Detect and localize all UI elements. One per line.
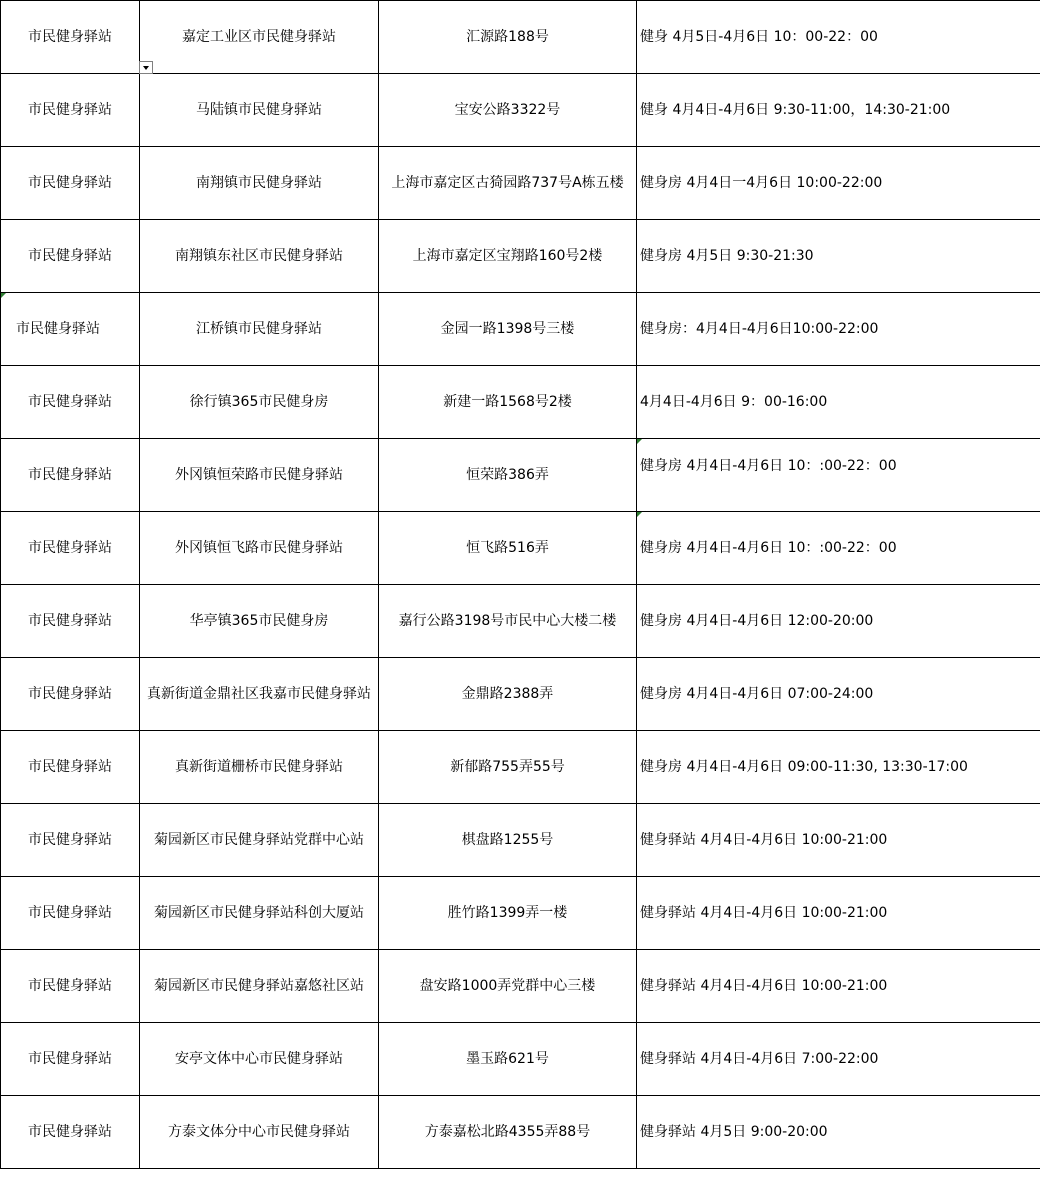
comment-marker-icon (637, 512, 642, 517)
table-row (1, 1, 1040, 74)
cell-text: 市民健身驿站 (28, 685, 112, 702)
cell-text: 市民健身驿站 (28, 247, 112, 264)
type-cell[interactable] (1, 293, 140, 366)
name-cell[interactable] (140, 1, 379, 74)
type-cell[interactable] (1, 877, 140, 950)
cell-text: 市民健身驿站 (28, 28, 112, 45)
hours-cell[interactable] (637, 658, 1040, 731)
type-cell[interactable] (1, 512, 140, 585)
type-cell[interactable] (1, 220, 140, 293)
name-cell[interactable] (140, 293, 379, 366)
cell-text: 健身 4月4日-4月6日 9:30-11:00，14:30-21:00 (640, 101, 951, 118)
table-row (1, 366, 1040, 439)
cell-text: 徐行镇365市民健身房 (189, 393, 329, 410)
name-cell[interactable] (140, 877, 379, 950)
address-cell[interactable] (379, 1023, 637, 1096)
cell-text: 上海市嘉定区古猗园路737号A栋五楼 (391, 174, 624, 191)
cell-text: 市民健身驿站 (28, 539, 112, 556)
name-cell[interactable] (140, 950, 379, 1023)
type-cell[interactable] (1, 804, 140, 877)
name-cell[interactable] (140, 1096, 379, 1169)
cell-text: 市民健身驿站 (16, 320, 100, 337)
name-cell[interactable] (140, 731, 379, 804)
hours-cell[interactable] (637, 1096, 1040, 1169)
chevron-down-icon (143, 66, 149, 70)
cell-text: 菊园新区市民健身驿站科创大厦站 (154, 904, 364, 921)
address-cell[interactable] (379, 877, 637, 950)
address-cell[interactable] (379, 585, 637, 658)
cell-text: 真新街道栅桥市民健身驿站 (175, 758, 343, 775)
type-cell[interactable] (1, 1096, 140, 1169)
name-cell[interactable] (140, 658, 379, 731)
type-cell[interactable] (1, 1, 140, 74)
address-cell[interactable] (379, 220, 637, 293)
table-row (1, 1096, 1040, 1169)
table-row (1, 877, 1040, 950)
cell-text: 市民健身驿站 (28, 1050, 112, 1067)
name-cell[interactable] (140, 366, 379, 439)
table-row (1, 147, 1040, 220)
cell-text: 恒荣路386弄 (466, 466, 549, 483)
hours-cell[interactable] (637, 804, 1040, 877)
name-cell[interactable] (140, 220, 379, 293)
cell-text: 上海市嘉定区宝翔路160号2楼 (412, 247, 603, 264)
hours-cell[interactable] (637, 1, 1040, 74)
hours-cell[interactable] (637, 293, 1040, 366)
address-cell[interactable] (379, 439, 637, 512)
cell-text: 恒飞路516弄 (466, 539, 549, 556)
table-row (1, 731, 1040, 804)
cell-text: 外冈镇恒飞路市民健身驿站 (175, 539, 343, 556)
cell-text: 汇源路188号 (466, 28, 549, 45)
cell-text: 江桥镇市民健身驿站 (196, 320, 322, 337)
address-cell[interactable] (379, 804, 637, 877)
address-cell[interactable] (379, 950, 637, 1023)
hours-cell[interactable] (637, 220, 1040, 293)
name-cell[interactable] (140, 1023, 379, 1096)
type-cell[interactable] (1, 585, 140, 658)
address-cell[interactable] (379, 731, 637, 804)
hours-cell[interactable] (637, 366, 1040, 439)
comment-marker-icon (1, 293, 6, 298)
cell-text: 健身 4月5日-4月6日 10：00-22：00 (640, 28, 878, 45)
cell-text: 真新街道金鼎社区我嘉市民健身驿站 (147, 685, 371, 702)
cell-text: 金园一路1398号三楼 (440, 320, 575, 337)
address-cell[interactable] (379, 1, 637, 74)
table-row (1, 74, 1040, 147)
name-cell[interactable] (140, 585, 379, 658)
name-cell[interactable] (140, 439, 379, 512)
type-cell[interactable] (1, 950, 140, 1023)
address-cell[interactable] (379, 366, 637, 439)
cell-text: 外冈镇恒荣路市民健身驿站 (175, 466, 343, 483)
cell-text: 安亭文体中心市民健身驿站 (175, 1050, 343, 1067)
table-row (1, 512, 1040, 585)
hours-cell[interactable] (637, 147, 1040, 220)
hours-cell[interactable] (637, 512, 1040, 585)
cell-text: 健身房 4月4日-4月6日 12:00-20:00 (640, 612, 874, 629)
cell-text: 南翔镇东社区市民健身驿站 (175, 247, 343, 264)
hours-cell[interactable] (637, 1023, 1040, 1096)
address-cell[interactable] (379, 658, 637, 731)
table-row (1, 439, 1040, 512)
cell-text: 健身房：4月4日-4月6日10:00-22:00 (640, 320, 879, 337)
cell-text: 菊园新区市民健身驿站党群中心站 (154, 831, 364, 848)
address-cell[interactable] (379, 1096, 637, 1169)
type-cell[interactable] (1, 658, 140, 731)
cell-text: 市民健身驿站 (28, 1123, 112, 1140)
cell-text: 健身房 4月4日一4月6日 10:00-22:00 (640, 174, 883, 191)
hours-cell[interactable] (637, 877, 1040, 950)
cell-text: 方泰嘉松北路4355弄88号 (424, 1123, 591, 1140)
cell-text: 墨玉路621号 (466, 1050, 549, 1067)
type-cell[interactable] (1, 1023, 140, 1096)
name-cell[interactable] (140, 804, 379, 877)
cell-text: 健身房 4月5日 9:30-21:30 (640, 247, 814, 264)
cell-text: 市民健身驿站 (28, 977, 112, 994)
type-cell[interactable] (1, 147, 140, 220)
table-row (1, 293, 1040, 366)
cell-text: 市民健身驿站 (28, 174, 112, 191)
cell-text: 健身驿站 4月5日 9:00-20:00 (640, 1123, 828, 1140)
address-cell[interactable] (379, 74, 637, 147)
cell-text: 南翔镇市民健身驿站 (196, 174, 322, 191)
filter-dropdown-button[interactable] (139, 61, 153, 74)
cell-text: 健身驿站 4月4日-4月6日 10:00-21:00 (640, 977, 888, 994)
type-cell[interactable] (1, 731, 140, 804)
cell-text: 嘉行公路3198号市民中心大楼二楼 (398, 612, 617, 629)
cell-text: 华亭镇365市民健身房 (189, 612, 329, 629)
cell-text: 嘉定工业区市民健身驿站 (182, 28, 336, 45)
cell-text: 市民健身驿站 (28, 612, 112, 629)
table-row (1, 804, 1040, 877)
cell-text: 市民健身驿站 (28, 904, 112, 921)
type-cell[interactable] (1, 366, 140, 439)
cell-text: 菊园新区市民健身驿站嘉悠社区站 (154, 977, 364, 994)
address-cell[interactable] (379, 293, 637, 366)
comment-marker-icon (637, 439, 642, 444)
cell-text: 健身驿站 4月4日-4月6日 7:00-22:00 (640, 1050, 879, 1067)
table-row (1, 950, 1040, 1023)
name-cell[interactable] (140, 147, 379, 220)
cell-text: 市民健身驿站 (28, 758, 112, 775)
hours-cell[interactable] (637, 731, 1040, 804)
cell-text: 市民健身驿站 (28, 393, 112, 410)
table-row (1, 220, 1040, 293)
cell-text: 健身房 4月4日-4月6日 09:00-11:30, 13:30-17:00 (640, 758, 968, 775)
address-cell[interactable] (379, 147, 637, 220)
table-row (1, 1023, 1040, 1096)
cell-text: 健身驿站 4月4日-4月6日 10:00-21:00 (640, 831, 888, 848)
cell-text: 健身驿站 4月4日-4月6日 10:00-21:00 (640, 904, 888, 921)
table-row (1, 658, 1040, 731)
cell-text: 马陆镇市民健身驿站 (196, 101, 322, 118)
hours-cell[interactable] (637, 74, 1040, 147)
cell-text: 市民健身驿站 (28, 831, 112, 848)
cell-text: 新建一路1568号2楼 (443, 393, 572, 410)
hours-cell[interactable] (637, 950, 1040, 1023)
table-row (1, 585, 1040, 658)
cell-text: 市民健身驿站 (28, 101, 112, 118)
address-cell[interactable] (379, 512, 637, 585)
cell-text: 健身房 4月4日-4月6日 10：:00-22：00 (640, 458, 897, 474)
hours-cell[interactable] (637, 585, 1040, 658)
cell-text: 健身房 4月4日-4月6日 07:00-24:00 (640, 685, 874, 702)
cell-text: 方泰文体分中心市民健身驿站 (168, 1123, 350, 1140)
type-cell[interactable] (1, 439, 140, 512)
hours-cell[interactable] (637, 439, 1040, 512)
name-cell[interactable] (140, 74, 379, 147)
cell-text: 4月4日-4月6日 9：00-16:00 (640, 393, 828, 410)
cell-text: 新郁路755弄55号 (450, 758, 565, 775)
type-cell[interactable] (1, 74, 140, 147)
cell-text: 金鼎路2388弄 (461, 685, 554, 702)
cell-text: 胜竹路1399弄一楼 (447, 904, 568, 921)
name-cell[interactable] (140, 512, 379, 585)
cell-text: 盘安路1000弄党群中心三楼 (419, 977, 596, 994)
cell-text: 市民健身驿站 (28, 466, 112, 483)
cell-text: 棋盘路1255号 (461, 831, 554, 848)
cell-text: 健身房 4月4日-4月6日 10：:00-22：00 (640, 539, 897, 556)
cell-text: 宝安公路3322号 (454, 101, 561, 118)
